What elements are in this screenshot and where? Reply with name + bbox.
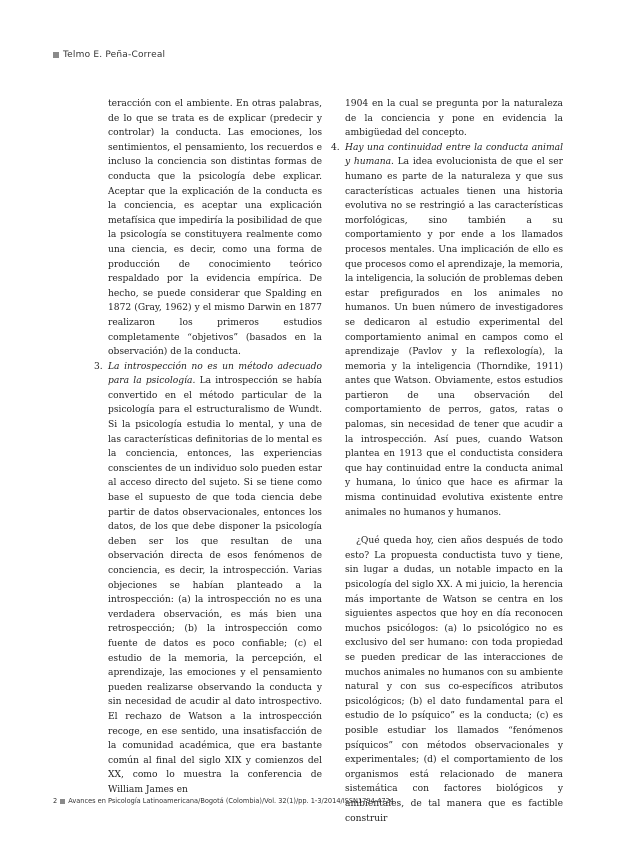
list-item-3-body [108,360,322,798]
list-number-4: 4. [331,142,340,153]
right-paragraph-final: ¿Qué queda hoy, cien años después de todo esto? La propuesta conductista tuvo y tiene, sin lugar a dudas, un notable impacto en la psicología del siglo XX. A mi juicio, la herencia más importante de Watson se centra en los siguientes aspectos que hoy en día reconocen muchos psicólogos: (a) lo psicológico no es exclusivo del ser humano: con toda propiedad se pueden predicar de las interacciones de muchos animales no humanos con su ambiente natural y con sus co-específicos atributos psicológicos; (b) el dato fundamental para el estudio de lo psíquico” es la conducta; (c) es posible estudiar los llamados “fenómenos psíquicos” con métodos observacionales y experimentales; (d) el comportamiento de los organismos está relacionado de manera sistemática con factores biológicos y ambientales, de tal manera que es factible construir [345,536,563,824]
list-item-3-title: La introspección no es un método adecuado para la psicología. [108,361,322,387]
right-column [331,97,563,826]
list-item-4-body [345,141,563,520]
list-item-4-title: Hay una continuidad entre la conducta animal y humana. [345,142,563,168]
right-paragraph-continuation: 1904 en la cual se pregunta por la naturaleza de la conciencia y pone en evidencia la ambigüedad del concepto. [345,99,563,139]
footer-square-icon [60,799,65,804]
list-item-4 [331,141,563,520]
list-item-4-text: La idea evolucionista de que el ser humano es parte de la naturaleza y que sus características actuales tienen una historia evolutiva no se restringió a las características morfológicas, sino también a su comportamiento y por ende a los llamados procesos mentales. Una implicación de ello es que procesos como el aprendizaje, la memoria, la inteligencia, la solución de problemas deben estar prefigurados en los animales no humanos. Un buen número de investigadores se dedicaron al estudio experimental del comportamiento animal en campos como el aprendizaje (Pavlov y la reflexología), la memoria y la inteligencia (Thorndike, 1911) antes que Watson. Obviamente, estos estudios partieron de una observación del comportamiento de perros, gatos, ratas o palomas, sin necesidad de tener que acudir a la introspección. Así pues, cuando Watson plantea en 1913 que el conductista considera que hay continuidad entre la conducta animal y humana, lo único que hace es afirmar la misma continuidad evolutiva existente entre animales no humanos y humanos. [345,157,563,518]
header-square-icon [53,52,59,58]
left-paragraph-1: teracción con el ambiente. En otras palabras, de lo que se trata es de explicar (predecir y controlar) la conducta. Las emociones, los sentimientos, el pensamiento, los recuerdos e incluso la conciencia son distintas formas de conducta que la psicología debe explicar. Aceptar que la explicación de la conducta es la conciencia, es aceptar una explicación metafísica que impediría la posibilidad de que la psicología se constituyera realmente como una ciencia, es decir, como una forma de producción de conocimiento teórico respaldado por la evidencia empírica. De hecho, se puede considerar que Spalding en 1872 (Gray, 1962) y el mismo Darwin en 1877 realizaron los primeros estudios completamente “objetivos” (basados en la observación) de la conducta. [108,99,322,358]
left-column [94,97,322,798]
header-author: Telmo E. Peña-Correal [63,50,166,60]
page-number: 2 [53,797,58,805]
page-footer [53,797,394,805]
journal-citation: Avances en Psicología Latinoamericana/Bogotá (Colombia)/Vol. 32(1)/pp. 1-3/2014/ISSN1794-4724 [68,797,394,805]
list-number-3: 3. [94,361,103,372]
running-header [53,50,165,60]
list-item-3-text: La introspección se había convertido en el método particular de la psicología para el estructuralismo de Wundt. Si la psicología estudia lo mental, y una de las características definitorias de lo mental es la conciencia, entonces, las experiencias conscientes de un individuo solo pueden estar al acceso directo del sujeto. Si se tiene como base el supuesto de que toda ciencia debe partir de datos observacionales, entonces los datos, de los que debe disponer la psicología deben ser los que resultan de una observación directa de esos fenómenos de conciencia, es decir, la introspección. Varias objeciones se habían planteado a la introspección: (a) la introspección no es una verdadera observación, es más bien una retrospección; (b) la introspección como fuente de datos es poco confiable; (c) el estudio de la memoria, la percepción, el aprendizaje, las emociones y el pensamiento pueden realizarse observando la conducta y sin necesidad de acudir al dato introspectivo. El rechazo de Watson a la introspección recoge, en ese sentido, una insatisfacción de la comunidad académica, que era bastante común al final del siglo XIX y comienzos del XX, como lo muestra la conferencia de William James en [108,376,322,795]
list-item-3 [94,360,322,798]
